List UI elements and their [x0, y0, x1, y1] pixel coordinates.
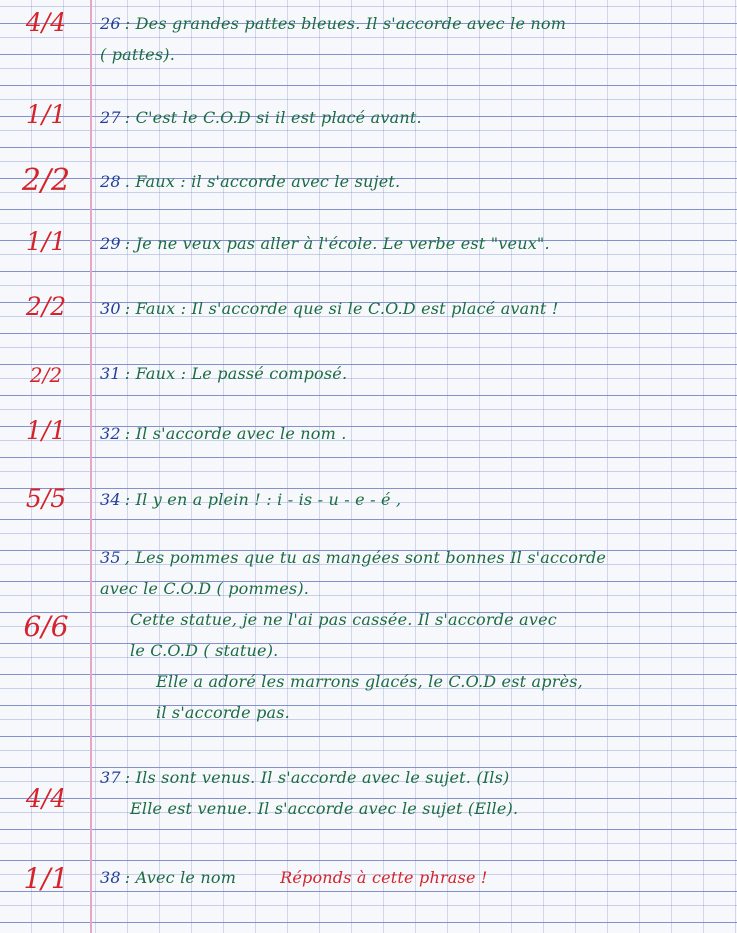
answer-text: : Il s'accorde avec le nom .	[124, 424, 347, 443]
answer-line: Elle a adoré les marrons glacés, le C.O.D est après,	[156, 672, 583, 691]
score-mark: 2/2	[25, 292, 67, 321]
answer-line	[100, 418, 347, 449]
score-mark: 1/1	[25, 100, 67, 129]
answer-34	[100, 484, 401, 515]
answer-line	[100, 102, 422, 133]
answer-line: avec le C.O.D ( pommes).	[100, 579, 310, 598]
answer-line: il s'accorde pas.	[156, 703, 290, 722]
answer-text: : Des grandes pattes bleues. Il s'accorde avec le nom	[124, 14, 567, 33]
answer-line	[100, 293, 558, 324]
answer-28	[100, 166, 400, 197]
score-mark: 6/6	[23, 610, 69, 643]
margin-line	[90, 0, 92, 933]
answer-line	[100, 8, 566, 39]
score-mark: 5/5	[25, 484, 67, 513]
question-number: 34	[100, 490, 121, 509]
question-number: 29	[100, 234, 121, 253]
question-number: 31	[100, 364, 121, 383]
answer-line: ( pattes).	[100, 45, 175, 64]
score-mark: 4/4	[25, 784, 67, 813]
answer-30	[100, 293, 558, 324]
answer-line	[100, 862, 488, 893]
score-mark: 1/1	[23, 862, 69, 895]
answer-29	[100, 228, 550, 259]
answer-text: : Faux : Le passé composé.	[124, 364, 348, 383]
answer-26	[100, 8, 566, 70]
answer-line: le C.O.D ( statue).	[130, 641, 279, 660]
answer-line: Elle est venue. Il s'accorde avec le sujet (Elle).	[130, 799, 519, 818]
answer-37	[100, 762, 518, 824]
answer-line	[100, 542, 606, 573]
answer-text: : Ils sont venus. Il s'accorde avec le sujet. (Ils)	[124, 768, 510, 787]
question-number: 30	[100, 299, 121, 318]
score-mark: 2/2	[21, 163, 71, 198]
answer-32	[100, 418, 347, 449]
answer-text: : Avec le nom	[124, 868, 237, 887]
question-number: 28	[100, 172, 121, 191]
answer-text: , Les pommes que tu as mangées sont bonnes Il s'accorde	[124, 548, 607, 567]
question-number: 26	[100, 14, 121, 33]
answer-38	[100, 862, 488, 893]
score-mark: 2/2	[29, 363, 63, 387]
teacher-note: Réponds à cette phrase !	[280, 868, 488, 887]
question-number: 37	[100, 768, 121, 787]
answer-text: . Faux : il s'accorde avec le sujet.	[124, 172, 401, 191]
answer-line	[100, 762, 518, 793]
score-mark: 1/1	[25, 416, 67, 445]
score-mark: 1/1	[25, 227, 67, 256]
answer-35	[100, 542, 606, 728]
question-number: 35	[100, 548, 121, 567]
answer-text: : Faux : Il s'accorde que si le C.O.D est placé avant !	[124, 299, 559, 318]
answer-line	[100, 358, 347, 389]
answer-text: : C'est le C.O.D si il est placé avant.	[124, 108, 422, 127]
answer-text: : Je ne veux pas aller à l'école. Le verbe est "veux".	[124, 234, 550, 253]
answer-line	[100, 228, 550, 259]
answer-text: : Il y en a plein ! : i - is - u - e - é ,	[124, 490, 402, 509]
answer-line	[100, 484, 401, 515]
answer-27	[100, 102, 422, 133]
score-mark: 4/4	[25, 8, 67, 37]
answer-line	[100, 166, 400, 197]
question-number: 27	[100, 108, 121, 127]
answer-31	[100, 358, 347, 389]
question-number: 32	[100, 424, 121, 443]
answer-line: Cette statue, je ne l'ai pas cassée. Il s'accorde avec	[130, 610, 557, 629]
question-number: 38	[100, 868, 121, 887]
